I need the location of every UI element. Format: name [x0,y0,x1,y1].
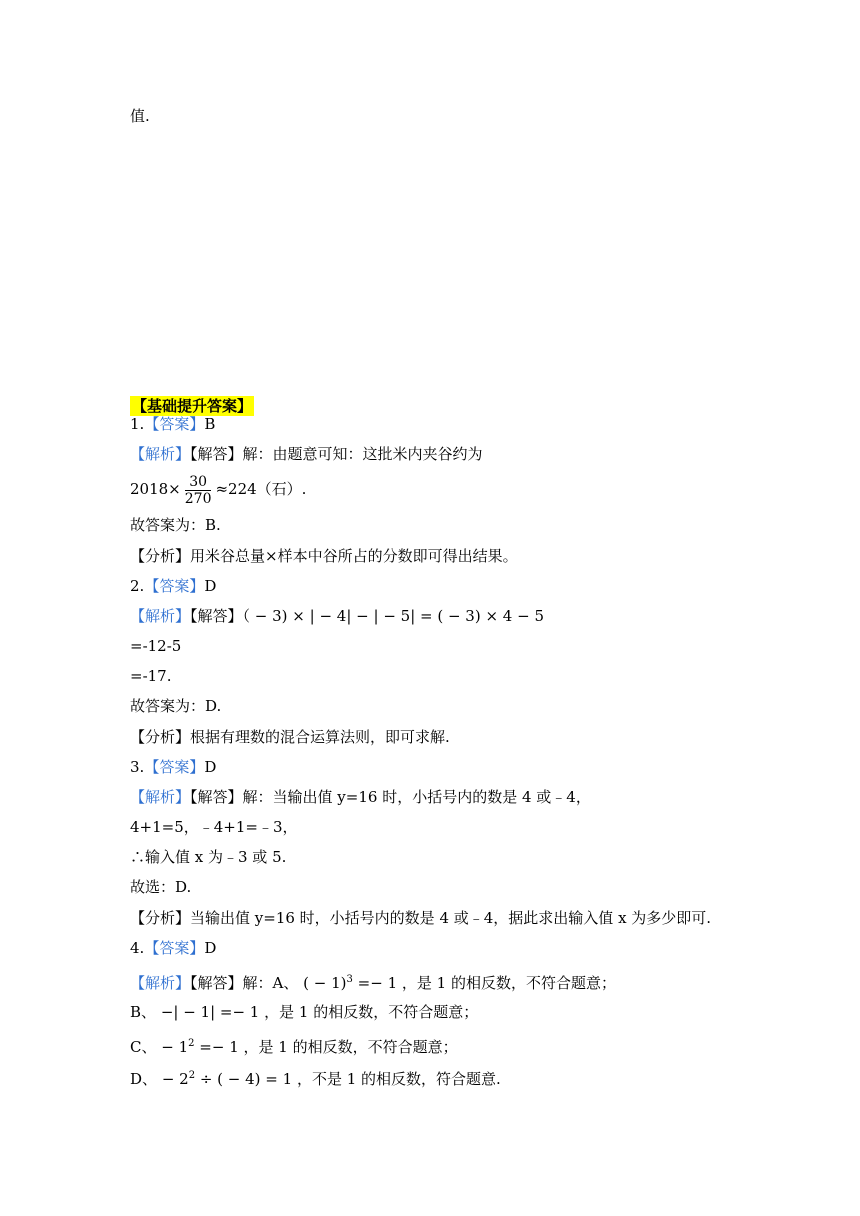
q4-d-pre: D、 [130,1070,158,1088]
q4-a-expr-base: ( − 1) [303,974,347,992]
q4-option-d [130,1066,501,1089]
q1-answer-tag: 【答案】 [144,415,205,433]
q2-step2: =-17. [130,667,172,685]
q4-option-b [130,1002,478,1022]
q1-line1: 解：由题意可知：这批米内夹谷约为 [242,445,483,463]
q4-number: 4. [130,939,145,957]
q1-jiexi-tag: 【解析】 [130,445,191,463]
q3-fenxi-tag: 【分析】 [130,909,191,927]
q1-answer-line [130,414,215,434]
q3-jiexi-tag: 【解析】 [130,788,191,806]
q4-c-pre: C、 [130,1038,157,1056]
q2-fenxi-line [130,727,450,747]
q1-frac-den: 270 [184,490,212,507]
q4-c-expr-exp: 2 [188,1038,195,1049]
q3-answer-line [130,757,216,777]
q2-answer-line [130,576,216,596]
q3-line2: 4+1=5，﹣4+1=﹣3， [130,818,298,836]
q3-fenxi-line [130,908,711,928]
q4-a-pre: 解：A、 [242,974,299,992]
q4-b-note: ，是 1 的相反数，不符合题意； [264,1003,479,1021]
q4-answer-tag: 【答案】 [144,939,205,957]
q4-b-expr: −| − 1| =− 1 [160,1003,260,1021]
q3-answer-tag: 【答案】 [144,758,205,776]
q1-fenxi: 用米谷总量×样本中谷所占的分数即可得出结果。 [190,547,518,565]
q2-step1: =-12-5 [130,637,182,655]
q2-jiexi-tag: 【解析】 [130,607,191,625]
q4-c-expr-rest: =− 1 [194,1038,239,1056]
q4-a-expr-exp: 3 [346,974,353,985]
q2-fenxi: 根据有理数的混合运算法则，即可求解. [190,728,450,746]
q1-calc-post: ≈224（石）. [215,480,307,498]
q2-jieda-tag: 【解答】 [190,607,243,625]
q3-jieda-tag: 【解答】 [190,788,243,806]
q1-jieda-tag: 【解答】 [190,445,243,463]
q3-line1: 解：当输出值 y=16 时，小括号内的数是 4 或﹣4， [242,788,591,806]
q1-calc-pre: 2018× [130,480,181,498]
q4-jiexi-tag: 【解析】 [130,974,191,992]
q2-answer: D [204,577,217,595]
q2-expression: （ − 3) × | − 4| − | − 5| = ( − 3) × 4 − 5 [242,607,545,625]
q2-number: 2. [130,577,145,595]
q1-fenxi-line [130,546,518,566]
q4-a-expr [303,974,397,992]
q1-analysis-line [130,444,483,464]
q4-answer-line [130,938,216,958]
q4-option-c [130,1034,458,1057]
q4-c-expr [161,1038,238,1056]
q4-a-expr-rest: =− 1 [352,974,398,992]
q3-line3: ∴输入值 x 为﹣3 或 5. [130,848,287,866]
q4-a-note: ，是 1 的相反数，不符合题意； [401,974,616,992]
q3-analysis-line [130,787,591,807]
q1-frac-num: 30 [185,474,212,491]
q2-analysis-line [130,606,544,626]
section-title-highlight: 【基础提升答案】 [132,397,253,415]
q3-number: 3. [130,758,145,776]
q1-calc-line [130,472,306,507]
q4-option-a [130,970,616,993]
q4-c-expr-base: − 1 [161,1038,189,1056]
q4-answer: D [204,939,217,957]
q4-d-expr-base: − 2 [161,1070,189,1088]
q2-answer-tag: 【答案】 [144,577,205,595]
q4-d-note: ，不是 1 的相反数，符合题意. [296,1070,501,1088]
q4-c-note: ，是 1 的相反数，不符合题意； [243,1038,458,1056]
q4-d-expr [162,1070,292,1088]
q3-answer: D [204,758,217,776]
q1-fenxi-tag: 【分析】 [130,547,191,565]
top-text: 值. [130,107,150,125]
q1-result: 故答案为：B. [130,516,221,534]
q4-d-expr-exp: 2 [188,1070,196,1081]
q4-jieda-tag: 【解答】 [190,974,243,992]
q3-fenxi: 当输出值 y=16 时，小括号内的数是 4 或﹣4，据此求出输入值 x 为多少即可. [190,909,712,927]
q1-answer: B [204,415,216,433]
q4-b-pre: B、 [130,1003,157,1021]
section-title [130,396,254,416]
q2-result: 故答案为：D. [130,697,222,715]
q1-number: 1. [130,415,145,433]
q3-result: 故选：D. [130,878,192,896]
q1-fraction [185,474,212,507]
q2-fenxi-tag: 【分析】 [130,728,191,746]
q4-d-expr-rest: ÷ ( − 4) = 1 [195,1070,293,1088]
